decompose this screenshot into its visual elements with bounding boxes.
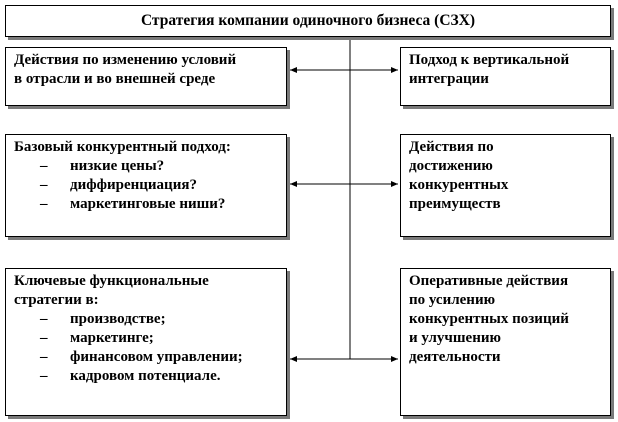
box-text-line: Действия по <box>409 139 494 155</box>
dash-bullet: – <box>40 196 48 212</box>
list-item-text: диффиренциация? <box>70 177 197 193</box>
box-text-line: Действия по изменению условий <box>14 52 237 68</box>
diagram-title-box <box>5 5 611 37</box>
list-item <box>14 329 278 348</box>
list-item <box>14 310 278 329</box>
box-text-line: Оперативные действия <box>409 273 569 289</box>
box-text-line: Ключевые функциональные <box>14 273 209 289</box>
box-text-line: в отрасли и во внешней среде <box>14 71 216 87</box>
list-item <box>14 176 278 195</box>
box-text-line: Подход к вертикальной <box>409 52 570 68</box>
list-item <box>14 157 278 176</box>
right-box-competitive-advantage <box>400 134 611 237</box>
list-item <box>14 195 278 214</box>
list-item <box>14 348 278 367</box>
dash-bullet: – <box>40 330 48 346</box>
list-item-text: кадровом потенциале. <box>70 368 221 384</box>
right-box-operational-actions <box>400 268 611 416</box>
box-text-line: конкурентных позиций <box>409 311 569 327</box>
list-item-text: маркетинговые ниши? <box>70 196 226 212</box>
diagram-title: Стратегия компании одиночного бизнеса (СЗХ) <box>140 12 476 29</box>
dash-bullet: – <box>40 349 48 365</box>
list-item-text: маркетинге; <box>70 330 154 346</box>
dash-bullet: – <box>40 177 48 193</box>
left-box-competitive-approach <box>5 134 287 237</box>
list-item-text: финансовом управлении; <box>70 349 243 365</box>
right-box-vertical-integration <box>400 47 611 106</box>
list-item-text: низкие цены? <box>70 158 165 174</box>
box-text-line: по усилению <box>409 292 496 308</box>
box-text-line: достижению <box>409 158 493 174</box>
dash-bullet: – <box>40 158 48 174</box>
box-text-line: интеграции <box>409 71 489 87</box>
box-text-line: Базовый конкурентный подход: <box>14 139 231 155</box>
approach-list <box>14 157 278 214</box>
box-text-line: конкурентных <box>409 177 509 193</box>
box-text-line: стратегии в: <box>14 292 99 308</box>
box-text-line: деятельности <box>409 349 501 365</box>
dash-bullet: – <box>40 311 48 327</box>
box-text-line: и улучшению <box>409 330 501 346</box>
functional-list <box>14 310 278 386</box>
list-item-text: производстве; <box>70 311 166 327</box>
list-item <box>14 367 278 386</box>
dash-bullet: – <box>40 368 48 384</box>
left-box-functional-strategies <box>5 268 287 416</box>
box-text-line: преимуществ <box>409 196 501 212</box>
left-box-external-actions <box>5 47 287 106</box>
